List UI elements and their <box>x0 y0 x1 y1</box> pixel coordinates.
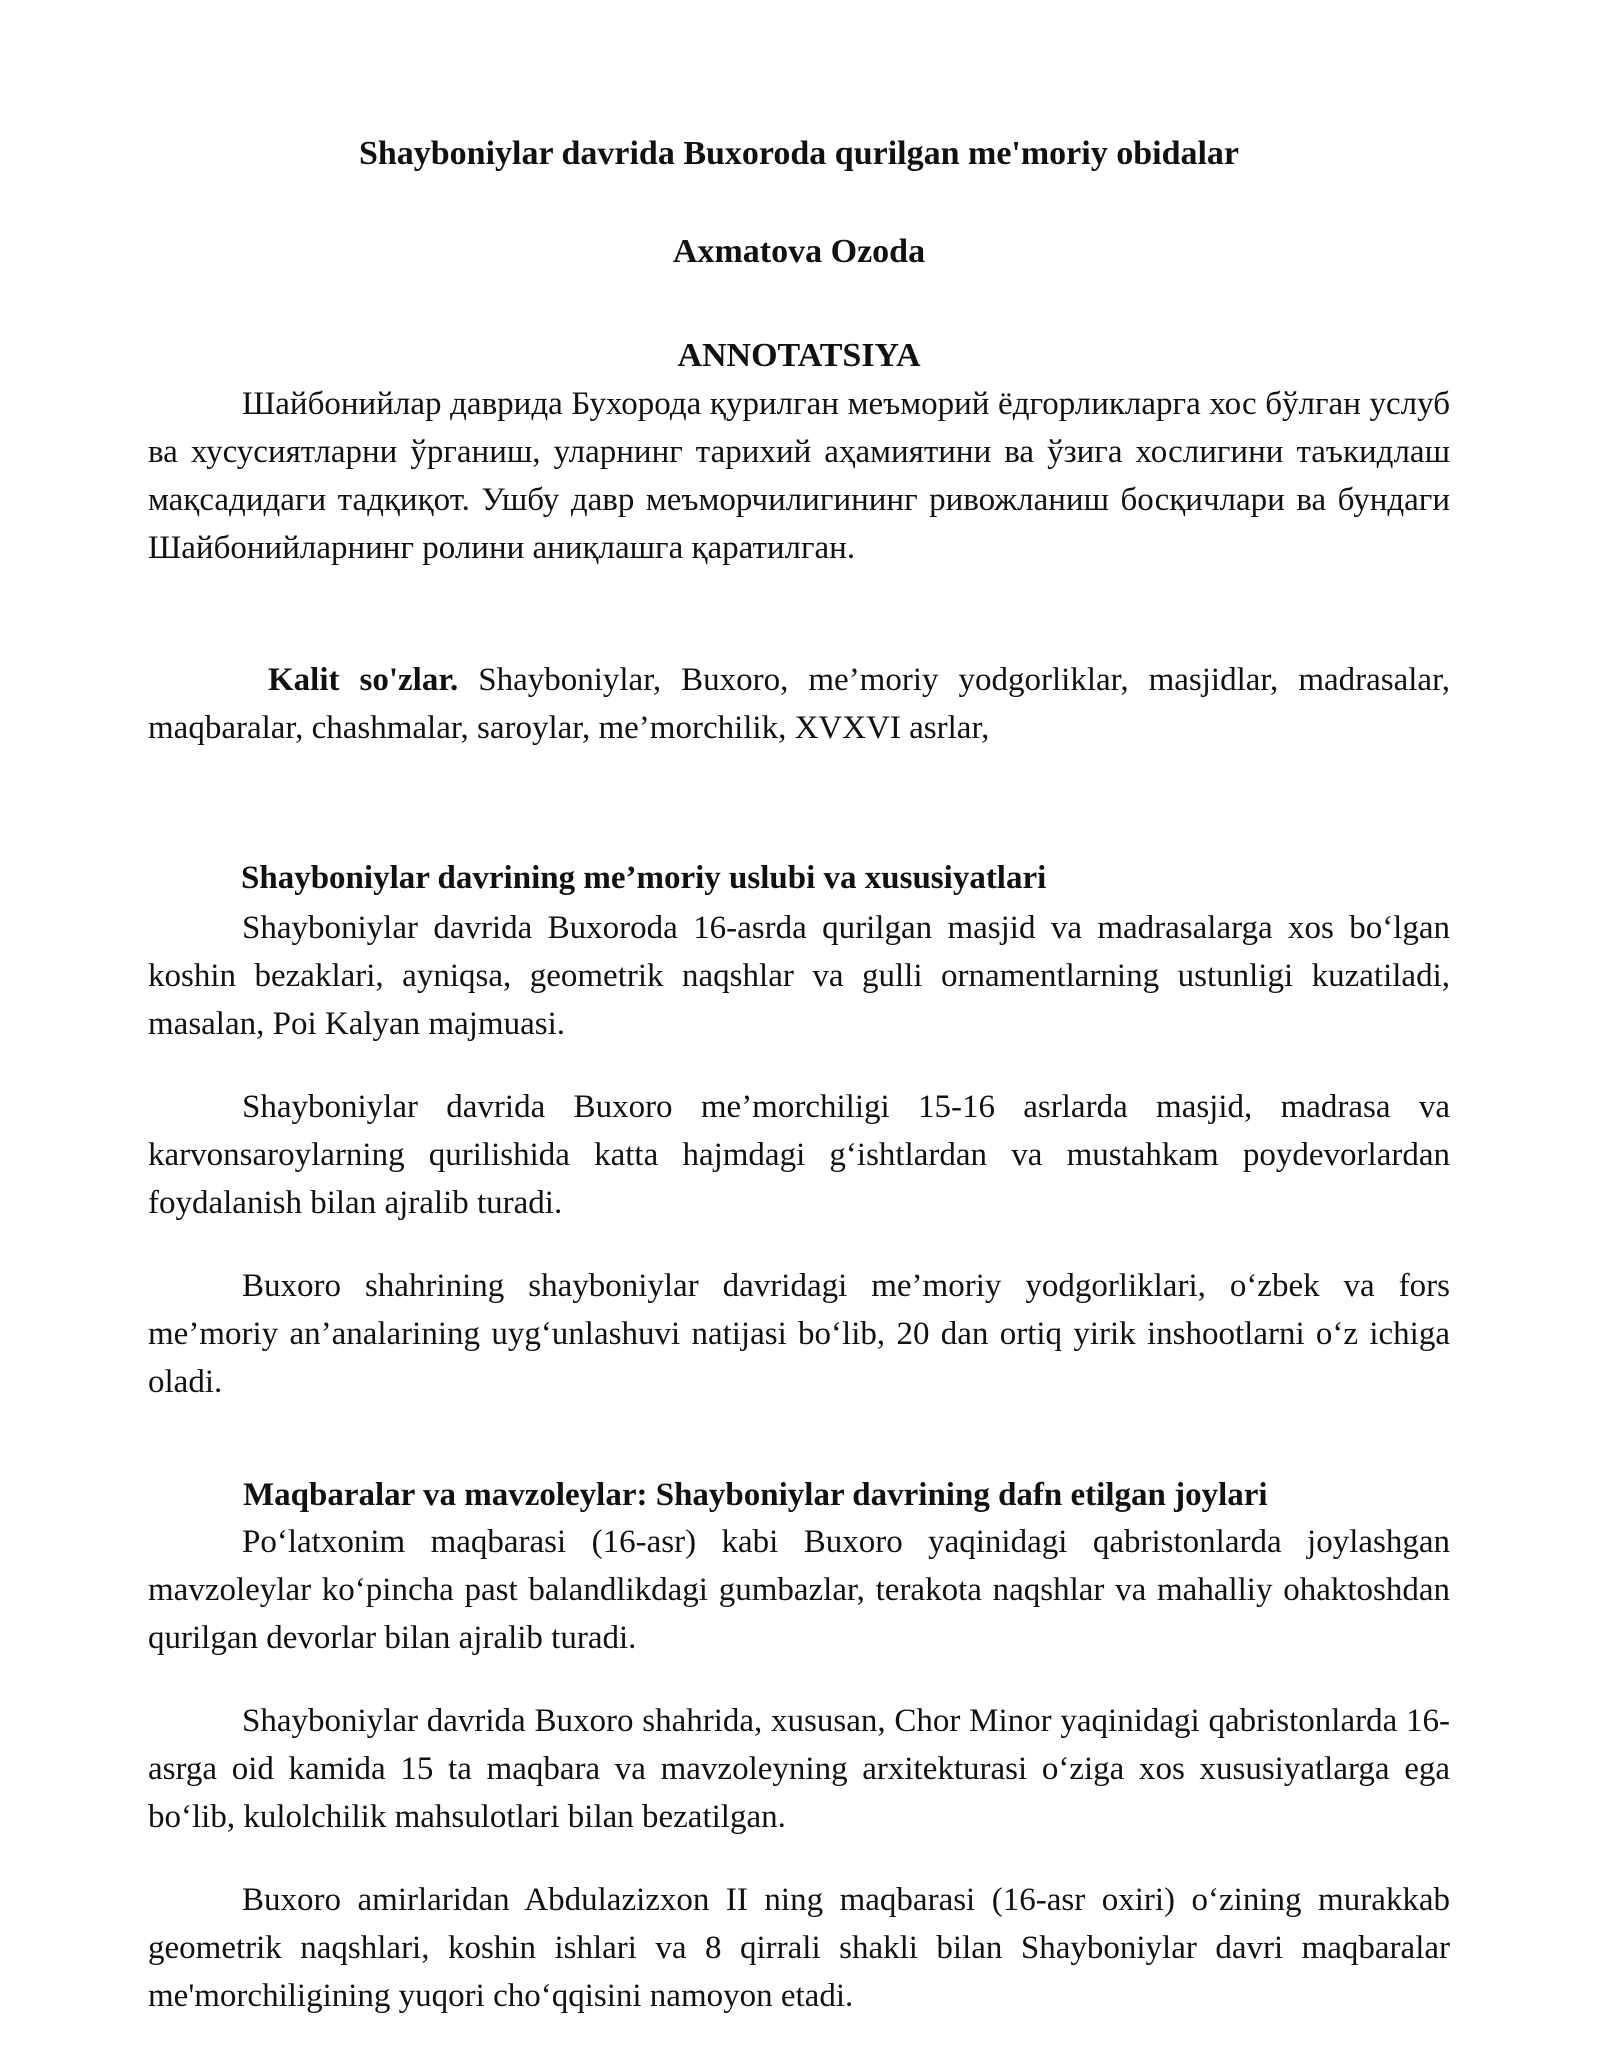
section2-paragraph-3: Buxoro amirlaridan Abdulazizxon II ning maqbarasi (16-asr oxiri) o‘zining murakkab geometrik naqshlari, koshin ishlari va 8 qirrali shakli bilan Shayboniylar davri maqbaralar me'morchiligining yuqori cho‘qqisini namoyon etadi. <box>148 1882 1450 2014</box>
keywords-paragraph <box>148 656 1450 752</box>
annotation-heading: ANNOTATSIYA <box>677 337 921 374</box>
annotation-text: Шайбонийлар даврида Бухорода қурилган меъморий ёдгорликларга хос бўлган услуб ва хусусиятларни ўрганиш, уларнинг тарихий аҳамиятини ва ўзига хослигини таъкидлаш мақсадидаги тадқиқот. Ушбу давр меъморчилигининг ривожланиш босқичлари ва бундаги Шайбонийларнинг ролини аниқлашга қаратилган. <box>148 386 1450 566</box>
section2-paragraph-1: Po‘latxonim maqbarasi (16-asr) kabi Buxoro yaqinidagi qabristonlarda joylashgan mavzoleylar ko‘pincha past balandlikdagi gumbazlar, terakota naqshlar va mahalliy ohaktoshdan qurilgan devorlar bilan ajralib turadi. <box>148 1524 1450 1656</box>
section1-paragraph-2: Shayboniylar davrida Buxoro me’morchiligi 15-16 asrlarda masjid, madrasa va karvonsaroylarning qurilishida katta hajmdagi g‘ishtlardan va mustahkam poydevorlardan foydalanish bilan ajralib turadi. <box>148 1089 1450 1221</box>
section-heading-style: Shayboniylar davrining me’moriy uslubi va xususiyatlari <box>241 860 1047 896</box>
section2-paragraph-2: Shayboniylar davrida Buxoro shahrida, xususan, Chor Minor yaqinidagi qabristonlarda 16-asrga oid kamida 15 ta maqbara va mavzoleyning arxitekturasi o‘ziga xos xususiyatlarga ega bo‘lib, kulolchilik mahsulotlari bilan bezatilgan. <box>148 1703 1450 1835</box>
keywords-text: Shayboniylar, Buxoro, me’moriy yodgorliklar, masjidlar, madrasalar, maqbaralar, chashmalar, saroylar, me’morchilik, XVXVI asrlar, <box>148 662 1450 746</box>
keywords-label: Kalit so'zlar. <box>268 662 459 698</box>
section1-paragraph-1: Shayboniylar davrida Buxoroda 16-asrda qurilgan masjid va madrasalarga xos bo‘lgan koshin bezaklari, ayniqsa, geometrik naqshlar va gulli ornamentlarning ustunligi kuzatiladi, masalan, Poi Kalyan majmuasi. <box>148 910 1450 1042</box>
section1-paragraph-3: Buxoro shahrining shayboniylar davridagi me’moriy yodgorliklari, o‘zbek va fors me’moriy an’analarining uyg‘unlashuvi natijasi bo‘lib, 20 dan ortiq yirik inshootlarni o‘z ichiga oladi. <box>148 1268 1450 1400</box>
section-heading-mausoleums: Maqbaralar va mavzoleylar: Shayboniylar davrining dafn etilgan joylari <box>243 1477 1268 1513</box>
document-author: Axmatova Ozoda <box>672 233 926 270</box>
document-title: Shayboniylar davrida Buxoroda qurilgan me'moriy obidalar <box>358 135 1240 172</box>
